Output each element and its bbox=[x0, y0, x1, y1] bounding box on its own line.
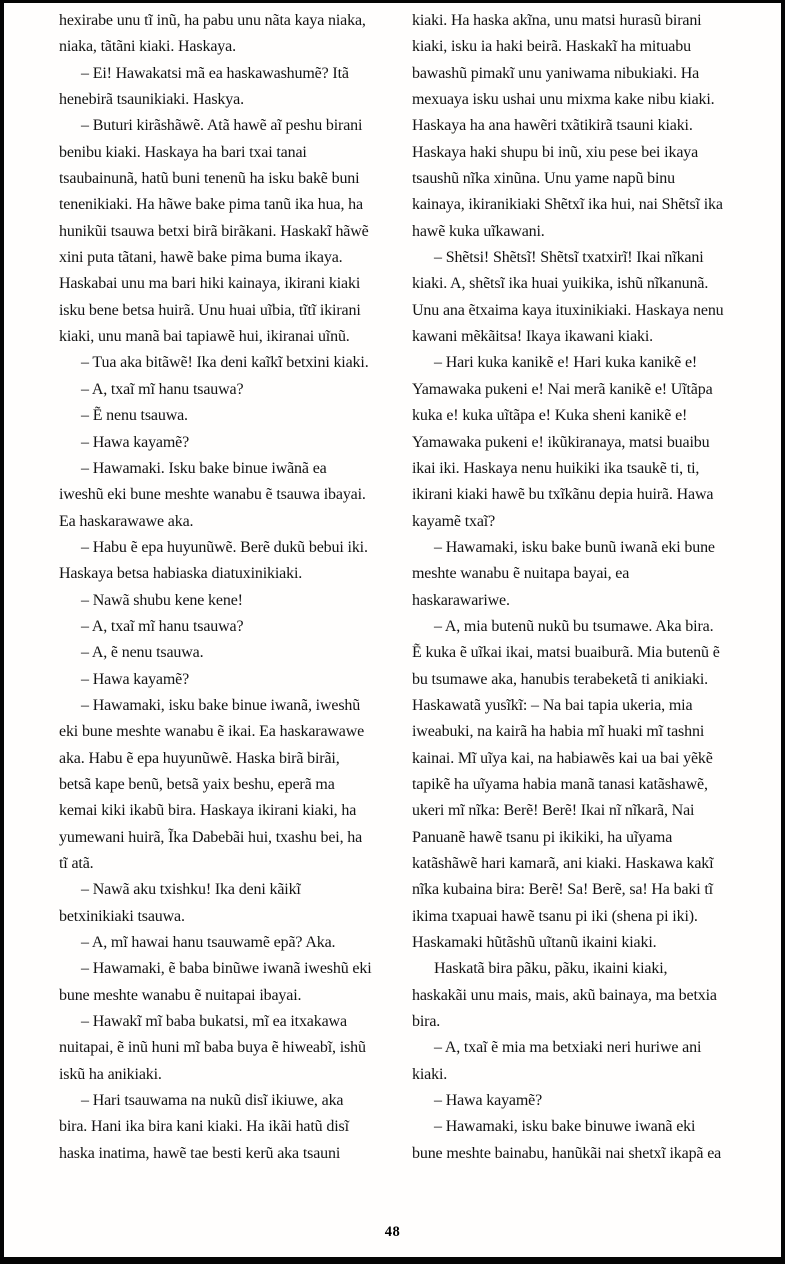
text-line: tenenikiaki. Ha hãwe bake pima tanũ ika hua, ha bbox=[59, 196, 363, 214]
page-number: 48 bbox=[384, 1224, 401, 1240]
text-line: tapikẽ ha uĩyama habia manã tanasi katãshawẽ, bbox=[412, 775, 708, 793]
text-line: – Ẽ nenu tsauwa. bbox=[81, 407, 188, 425]
text-line: kuka e! kuka uĩtãpa e! Kuka sheni kanikẽ e! bbox=[412, 407, 688, 425]
text-line: haskakãi unu mais, mais, akũ bainaya, ma betxia bbox=[412, 986, 717, 1004]
text-line: betxinikiaki tsauwa. bbox=[59, 907, 185, 925]
text-line: tsaubainunã, hatũ buni tenenũ ha isku bakẽ buni bbox=[59, 170, 360, 188]
text-line: bawashũ pimakĩ unu yaniwama nibukiaki. Ha bbox=[412, 64, 700, 82]
text-line: bune meshte bainabu, hanũkãi nai shetxĩ ikapã ea bbox=[412, 1144, 722, 1162]
text-line: iweshũ eki bune meshte wanabu ẽ tsauwa ibayai. bbox=[59, 486, 366, 504]
text-line: iskũ ha anikiaki. bbox=[59, 1065, 162, 1083]
text-line: kainai. Mĩ uĩya kai, na habiawẽs kai ua bai yẽkẽ bbox=[412, 749, 713, 767]
text-line: yumewani huirã, Ĩka Dabebãi hui, txashu bei, ha bbox=[59, 828, 363, 846]
text-line: – A, mia butenũ nukũ bu tsumawe. Aka bira. bbox=[434, 617, 714, 635]
text-line: xini puta tãtani, hawẽ bake pima buma ikaya. bbox=[59, 249, 343, 267]
text-line: Haskatã bira pãku, pãku, ikaini kiaki, bbox=[434, 960, 668, 978]
text-line: Haskaya ha ana hawẽri txãtikirã tsauni kiaki. bbox=[412, 117, 693, 135]
text-column-left bbox=[59, 8, 399, 1167]
text-line: – Hawamaki, ẽ baba binũwe iwanã iweshũ eki bbox=[81, 960, 372, 978]
text-line: Haskaya haki shupu bi inũ, xiu pese bei ikaya bbox=[412, 143, 699, 161]
text-line: kainaya, ikiranikiaki Shẽtxĩ ika hui, nai Shẽtsĩ ika bbox=[412, 196, 723, 214]
text-line: nuitapai, ẽ inũ huni mĩ baba buya ẽ hiweabĩ, ishũ bbox=[59, 1039, 366, 1057]
text-line: Yamawaka pukeni e! Nai merã kanikẽ e! Uĩtãpa bbox=[412, 380, 713, 398]
text-line: Unu ana ẽtxaima kaya ituxinikiaki. Haskaya nenu bbox=[412, 301, 724, 319]
text-line: ikai iki. Haskaya nenu huikiki ika tsaukẽ ti, ti, bbox=[412, 459, 700, 477]
text-line: henebirã tsaunikiaki. Haskya. bbox=[59, 91, 244, 109]
text-line: kiaki, isku ia haki beirã. Haskakĩ ha mituabu bbox=[412, 38, 691, 56]
text-line: – Hawamaki. Isku bake binue iwãnã ea bbox=[81, 459, 327, 477]
text-line: iweabuki, na kairã ha habia mĩ huaki mĩ tashni bbox=[412, 723, 705, 741]
text-column-right bbox=[412, 8, 759, 1167]
text-line: haskarawariwe. bbox=[412, 591, 510, 609]
text-line: – A, txaĩ ẽ mia ma betxiaki neri huriwe ani bbox=[434, 1039, 702, 1057]
text-line: Ea haskarawawe aka. bbox=[59, 512, 194, 530]
text-line: eki bune meshte wanabu ẽ ikai. Ea haskarawawe bbox=[59, 723, 365, 741]
text-line: hunikũi tsauwa betxi birã birãkani. Haskakĩ hãwẽ bbox=[59, 222, 369, 240]
text-line: – A, txaĩ mĩ hanu tsauwa? bbox=[81, 617, 244, 635]
text-line: – Shẽtsi! Shẽtsĩ! Shẽtsĩ txatxirĩ! Ikai nĩkani bbox=[434, 249, 704, 267]
text-line: – Habu ẽ epa huyunũwẽ. Berẽ dukũ bebui iki. bbox=[81, 538, 368, 556]
text-line: – A, txaĩ mĩ hanu tsauwa? bbox=[81, 380, 244, 398]
text-line: – Hawamaki, isku bake binuwe iwanã eki bbox=[434, 1118, 696, 1136]
text-line: hawẽ kuka uĩkawani. bbox=[412, 222, 545, 240]
text-line: bira. bbox=[412, 1013, 441, 1031]
text-line: – Hawa kayamẽ? bbox=[434, 1092, 543, 1110]
text-line: kiaki. bbox=[412, 1065, 448, 1083]
text-line: tsaushũ nĩka xinũna. Unu yame napũ binu bbox=[412, 170, 675, 188]
text-line: – Hawamaki, isku bake binue iwanã, iweshũ bbox=[81, 696, 361, 714]
text-line: – Hawamaki, isku bake bunũ iwanã eki bune bbox=[434, 538, 715, 556]
text-line: – Buturi kirãshãwẽ. Atã hawẽ aĩ peshu birani bbox=[81, 117, 363, 135]
text-line: katãshãwẽ hari kamarã, ani kiaki. Haskawa kakĩ bbox=[412, 855, 714, 872]
text-line: kiaki, unu manã bai tapiawẽ hui, ikiranai uĩnũ. bbox=[59, 328, 350, 346]
text-line: – Ei! Hawakatsi mã ea haskawashumẽ? Itã bbox=[81, 64, 349, 82]
text-line: isku bene betsa huirã. Unu huai uĩbia, tĩtĩ ikirani bbox=[59, 301, 361, 319]
text-line: bune meshte wanabu ẽ nuitapai ibayai. bbox=[59, 986, 302, 1004]
text-line: ikima txapuai hawẽ tsanu pi iki (shena pi iki). bbox=[412, 907, 698, 925]
text-line: kayamẽ txaĩ? bbox=[412, 512, 496, 530]
text-line: Haskaya betsa habiaska diatuxinikiaki. bbox=[59, 565, 303, 583]
text-line: – Hawa kayamẽ? bbox=[81, 670, 190, 688]
text-line: bu tsumawe aka, hanubis terabeketã ti anikiaki. bbox=[412, 670, 708, 688]
text-line: – Hawakĩ mĩ baba bukatsi, mĩ ea itxakawa bbox=[81, 1013, 347, 1031]
text-line: Haskamaki hũtãshũ uĩtanũ ikaini kiaki. bbox=[412, 934, 657, 952]
text-line: mexuaya isku ushai unu mixma kake nibu kiaki. bbox=[412, 91, 715, 109]
text-line: benibu kiaki. Haskaya ha bari txai tanai bbox=[59, 143, 307, 161]
text-line: Yamawaka pukeni e! ikũkiranaya, matsi buaibu bbox=[412, 433, 710, 451]
text-line: meshte wanabu ẽ nuitapa bayai, ea bbox=[412, 565, 630, 583]
text-line: Panuanẽ hawẽ tsanu pi ikikiki, ha uĩyama bbox=[412, 828, 673, 846]
text-line: betsã kape benũ, betsã yaix beshu, eperã ma bbox=[59, 775, 335, 793]
text-line: tĩ atã. bbox=[59, 855, 94, 872]
text-line: ukeri mĩ nĩka: Berẽ! Berẽ! Ikai nĩ nĩkarã, Nai bbox=[412, 802, 695, 820]
text-line: – A, ẽ nenu tsauwa. bbox=[81, 644, 204, 662]
text-line: – Hari kuka kanikẽ e! Hari kuka kanikẽ e! bbox=[434, 354, 698, 372]
text-line: Ẽ kuka ẽ uĩkai ikai, matsi buaiburã. Mia butenũ ẽ bbox=[412, 644, 720, 662]
text-line: – Nawã shubu kene kene! bbox=[81, 591, 243, 609]
text-line: – Nawã aku txishku! Ika deni kãikĩ bbox=[81, 881, 301, 899]
text-line: kiaki. A, shẽtsĩ ika huai yuikika, ishũ nĩkanunã. bbox=[412, 275, 709, 293]
text-line: haska inatima, hawẽ tae besti kerũ aka tsauni bbox=[59, 1144, 341, 1162]
text-line: aka. Habu ẽ epa huyunũwẽ. Haska birã birãi, bbox=[59, 749, 340, 767]
text-line: – Hawa kayamẽ? bbox=[81, 433, 190, 451]
text-line: – Tua aka bitãwẽ! Ika deni kaĩkĩ betxini kiaki. bbox=[81, 354, 369, 372]
text-line: – A, mĩ hawai hanu tsauwamẽ epã? Aka. bbox=[81, 934, 336, 952]
text-line: kemai kiki ikabũ bira. Haskaya ikirani kiaki, ha bbox=[59, 802, 357, 820]
text-line: kawani mẽkãitsa! Ikaya ikawani kiaki. bbox=[412, 328, 654, 346]
text-line: – Hari tsauwama na nukũ disĩ ikiuwe, aka bbox=[81, 1092, 344, 1110]
text-line: nĩka kubaina bira: Berẽ! Sa! Berẽ, sa! Ha baki tĩ bbox=[412, 881, 713, 899]
text-line: Haskawatã yusĩkĩ: – Na bai tapia ukeria, mia bbox=[412, 696, 693, 714]
text-line: ikirani kiaki hawẽ bu txĩkãnu depia huirã. Hawa bbox=[412, 486, 714, 504]
text-line: hexirabe unu tĩ inũ, ha pabu unu nãta kaya niaka, bbox=[59, 12, 366, 29]
text-line: bira. Hani ika bira kani kiaki. Ha ikãi hatũ disĩ bbox=[59, 1118, 349, 1136]
text-line: Haskabai unu ma bari hiki kainaya, ikirani kiaki bbox=[59, 275, 361, 293]
text-line: niaka, tãtãni kiaki. Haskaya. bbox=[59, 38, 236, 56]
text-line: kiaki. Ha haska akĩna, unu matsi hurasũ birani bbox=[412, 12, 702, 29]
